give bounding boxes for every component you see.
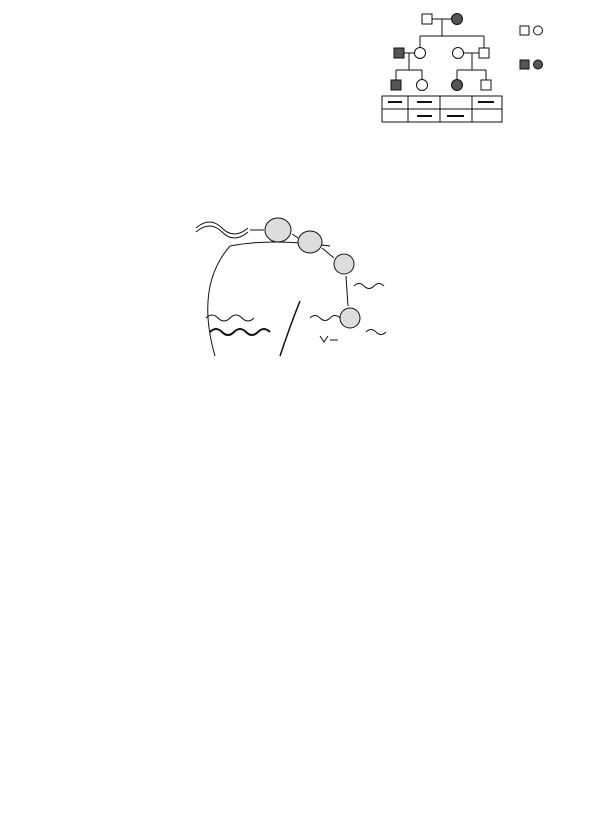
- individual-5: [453, 48, 464, 59]
- individual-7: [391, 80, 401, 90]
- individual-2: [452, 14, 463, 25]
- individual-8: [417, 80, 428, 91]
- legend-normal-female: [534, 26, 543, 35]
- legend-affected-male: [520, 60, 529, 69]
- individual-6: [479, 48, 489, 58]
- pedigree-chart: [372, 8, 582, 126]
- legend-normal-male: [520, 26, 529, 35]
- individual-4: [415, 48, 426, 59]
- individual-9: [452, 80, 463, 91]
- individual-3: [394, 48, 404, 58]
- individual-10: [481, 80, 491, 90]
- rna-interference-diagram: [170, 206, 420, 360]
- individual-1: [422, 14, 432, 24]
- legend-affected-female: [534, 60, 543, 69]
